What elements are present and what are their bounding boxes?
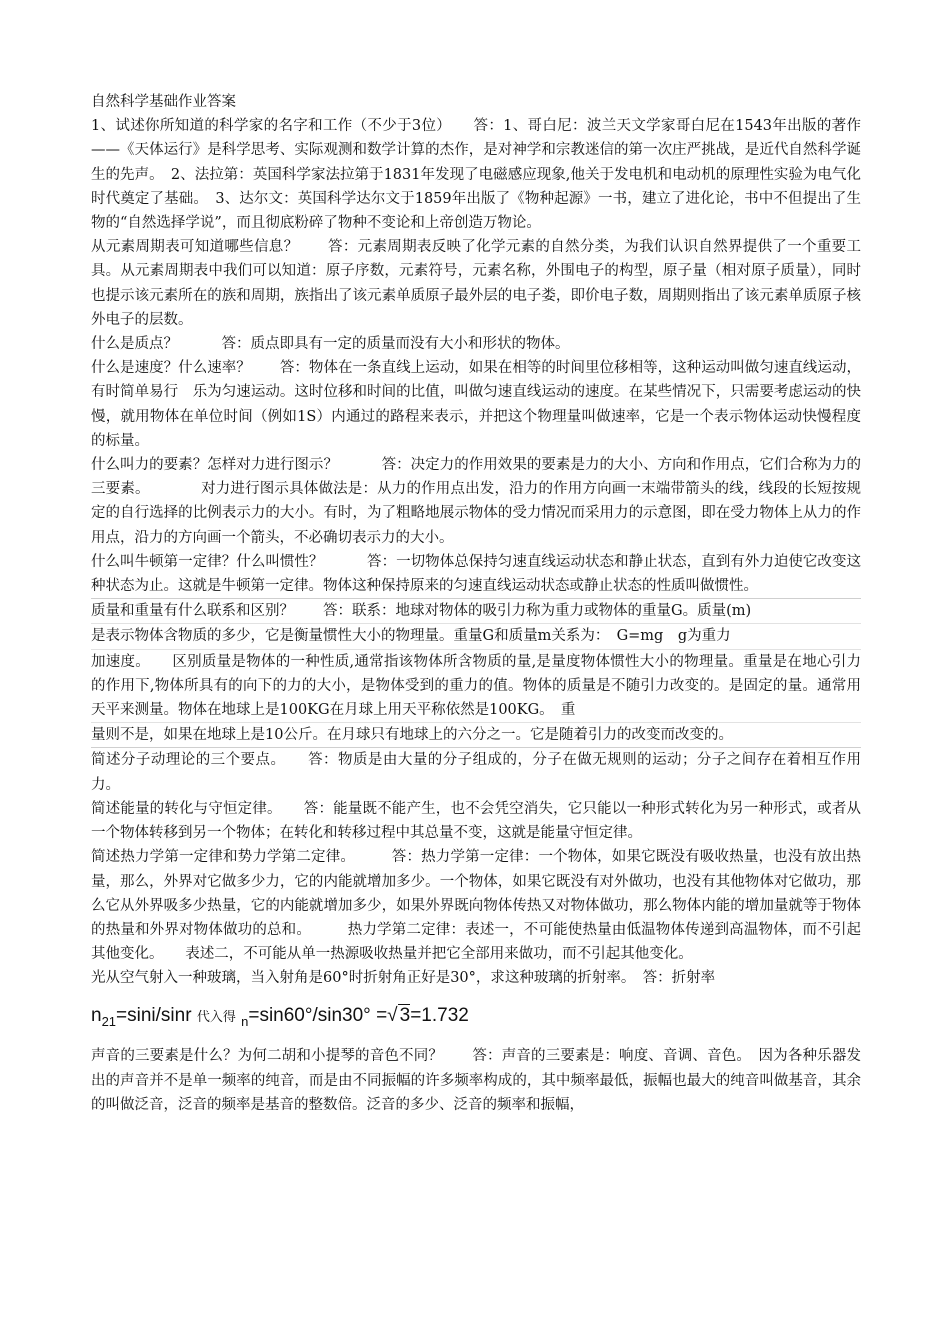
- answer-thermodynamics: 简述热力学第一定律和势力学第二定律。 答：热力学第一定律：一个物体，如果它既没有吸收热量，也没有放出热量，那么，外界对它做多少力，它的内能就增加多少。一个物体，如果它既没有对外做功，也没有其他物体对它做功，那么它从外界吸多少热量，它的内能就增加多少，如果外界既向物体传热又对物体做功，那么物体内能的增加量就等于物体的热量和外界对物体做功的总和。 热力学第二定律：表述一，不可能使热量由低温物体传递到高温物体，而不引起其他变化。 表述二，不可能从单一热源吸收热量并把它全部用来做功，而不引起其他变化。: [91, 849, 861, 963]
- mass-weight-line: 质量和重量有什么联系和区别？ 答：联系：地球对物体的吸引力称为重力或物体的重量G。质量(m): [91, 599, 861, 624]
- refraction-formula: [91, 997, 861, 1041]
- document-title: 自然科学基础作业答案: [91, 94, 236, 110]
- formula-values: =sin60°/sin30°: [248, 1004, 371, 1026]
- answer-velocity: 什么是速度？什么速率？ 答：物体在一条直线上运动，如果在相等的时间里位移相等，这种运动叫做匀速直线运动，有时简单易行 乐为匀速运动。这时位移和时间的比值，叫做匀速直线运动的速度。在某些情况下，只需要考虑运动的快慢，就用物体在单位时间（例如1S）内通过的路程来表示，并把这个物理量叫做速率，它是一个表示物体运动快慢程度的标量。: [91, 360, 861, 449]
- answer-periodic-table: 从元素周期表可知道哪些信息？ 答：元素周期表反映了化学元素的自然分类，为我们认识自然界提供了一个重要工具。从元素周期表中我们可以知道：原子序数，元素符号，元素名称，外围电子的构型，原子量（相对原子质量），同时也提示该元素所在的族和周期，族指出了该元素单质原子最外层的电子娄，即价电子数，周期则指出了该元素单质原子核外电子的层数。: [91, 239, 861, 328]
- document-page: [91, 90, 861, 1117]
- answer-molecular-theory: 简述分子动理论的三个要点。 答：物质是由大量的分子组成的，分子在做无规则的运动；分子之间存在着相互作用力。: [91, 752, 861, 793]
- mass-weight-line: 加速度。 区别质量是物体的一种性质,通常指该物体所含物质的量,是量度物体惯性大小的物理量。重量是在地心引力的作用下,物体所具有的向下的力的大小，是物体受到的重力的值。物体的质量是不随引力改变的。是固定的量。通常用天平来测量。物体在地球上是100KG在月球上用天平称依然是100KG。 重: [91, 650, 861, 724]
- formula-ratio: =sini/sinr: [116, 1004, 192, 1026]
- formula-n2: n: [241, 1013, 249, 1029]
- formula-subscript: 21: [101, 1013, 117, 1029]
- answer-force-elements: 什么叫力的要素？怎样对力进行图示？ 答：决定力的作用效果的要素是力的大小、方向和作用点，它们合称为力的三要素。 对力进行图示具体做法是：从力的作用点出发，沿力的作用方向画一末端带箭头的线，线段的长短按规定的自行选择的比例表示力的大小。有时，为了粗略地展示物体的受力情况而采用力的示意图，即在受力物体上从力的作用点，沿力的方向画一个箭头，不必确切表示力的大小。: [91, 457, 861, 546]
- answer-scientists: 1、试述你所知道的科学家的名字和工作（不少于3位） 答：1、哥白尼：波兰天文学家哥白尼在1543年出版的著作——《天体运行》是科学思考、实际观测和数学计算的杰作，是对神学和宗教迷信的第一次庄严挑战，是近代自然科学诞生的先声。 2、法拉第：英国科学家法拉第于1831年发现了电磁感应现象,他关于发电机和电动机的原理性实验为电气化时代奠定了基础。 3、达尔文：英国科学达尔文于1859年出版了《物种起源》一书，建立了进化论，书中不但提出了生物的“自然选择学说”，而且彻底粉碎了物种不变论和上帝创造万物论。: [91, 118, 861, 232]
- mass-weight-line: 量则不是，如果在地球上是10公斤。在月球只有地球上的六分之一。它是随着引力的改变而改变的。: [91, 727, 733, 744]
- mass-weight-line: 是表示物体含物质的多少，它是衡量惯性大小的物理量。重量G和质量m关系为： G=mg g为重力: [91, 624, 861, 649]
- answer-sound: 声音的三要素是什么？为何二胡和小提琴的音色不同？ 答：声音的三要素是：响度、音调、音色。 因为各种乐器发出的声音并不是单一频率的纯音，而是由不同振幅的许多频率构成的，其中频率最低，振幅也最大的纯音叫做基音，其余的叫做泛音，泛音的频率是基音的整数倍。泛音的多少、泛音的频率和振幅，: [91, 1048, 861, 1113]
- answer-mass-weight: [91, 598, 861, 748]
- answer-newton-first-law: 什么叫牛顿第一定律？什么叫惯性？ 答：一切物体总保持匀速直线运动状态和静止状态，直到有外力迫使它改变这种状态为止。这就是牛顿第一定律。物体这种保持原来的匀速直线运动状态或静止状态的性质叫做惯性。: [91, 553, 861, 595]
- formula-sqrt-value: 3: [399, 1004, 411, 1026]
- formula-equals: =: [376, 1004, 388, 1026]
- answer-mass-point: 什么是质点？ 答：质点即具有一定的质量而没有大小和形状的物体。: [91, 336, 570, 353]
- answer-energy-conservation: 简述能量的转化与守恒定律。 答：能量既不能产生，也不会凭空消失，它只能以一种形式转化为另一种形式，或者从一个物体转移到另一个物体；在转化和转移过程中其总量不变，这就是能量守恒定律。: [91, 800, 861, 842]
- formula-n: n: [91, 1004, 102, 1026]
- formula-substitute-label: 代入得: [196, 1009, 236, 1025]
- formula-result: =1.732: [410, 1004, 469, 1026]
- sqrt-icon: √: [387, 1004, 398, 1026]
- answer-refraction: 光从空气射入一种玻璃，当入射角是60°时折射角正好是30°，求这种玻璃的折射率。 答：折射率: [91, 970, 716, 987]
